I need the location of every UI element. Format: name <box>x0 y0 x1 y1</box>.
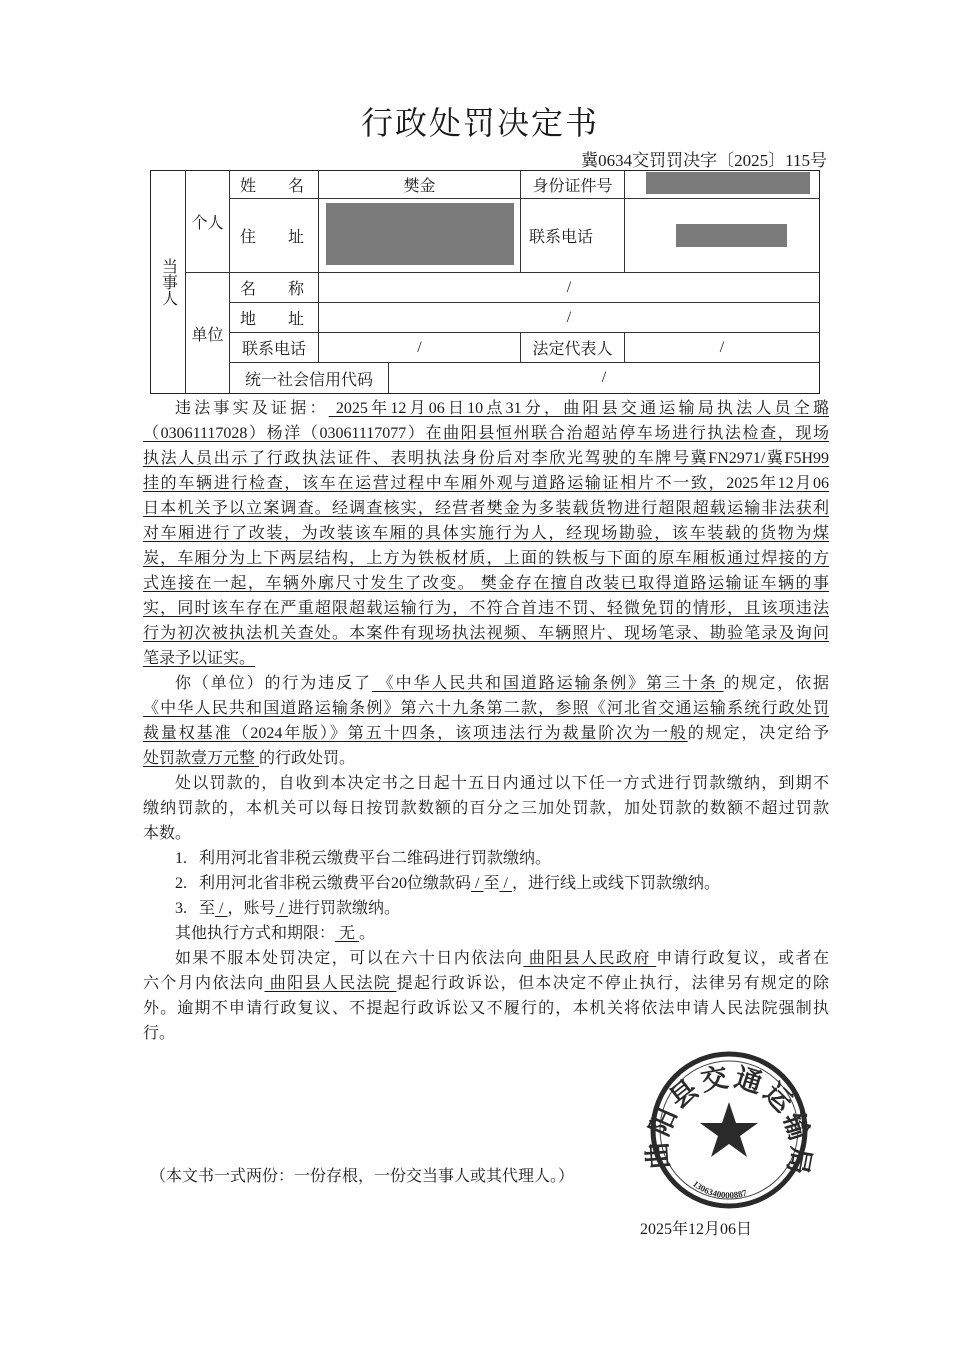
redaction-id <box>646 172 810 194</box>
filled-field: 挂的车辆进行检查，该车在运营过程中车厢外观与道路运输证相片不一致，2025年12月06 <box>143 475 829 492</box>
filled-field: / <box>499 875 512 892</box>
text-line <box>143 621 829 646</box>
label-char: 名 <box>240 281 257 298</box>
unit-name-value: / <box>319 273 819 303</box>
credit-code-label: 统一社会信用代码 <box>230 363 389 393</box>
redaction-address <box>326 203 514 265</box>
text-line <box>143 746 829 771</box>
text-line <box>143 671 829 696</box>
filled-field: 执法人员出示了行政执法证件、表明执法身份后对李欣光驾驶的车牌号冀FN2971/冀F5H99 <box>143 450 829 467</box>
filled-field: 日本机关予以立案调查。经调查核实，经营者樊金为多装载货物进行超限超载运输非法获利 <box>143 500 829 517</box>
label-char: 址 <box>287 229 304 246</box>
text-line <box>143 471 829 496</box>
text: 。 <box>359 925 376 942</box>
seal-code-text: 1306340000887 <box>690 1178 748 1201</box>
name-value: 樊金 <box>319 171 521 199</box>
party-label: 当事人 <box>151 171 186 393</box>
label-char: 地 <box>240 311 257 328</box>
text: 处以罚款的，自收到本决定书之日起十五日内通过以下任一方式进行罚款缴纳，到期不 <box>175 775 829 792</box>
filled-field: 行为初次被执法机关查处。本案件有现场执法视频、车辆照片、现场笔录、勘验笔录及询问 <box>143 625 829 642</box>
text-line <box>143 871 829 896</box>
filled-field: / <box>275 900 288 917</box>
text: 六个月内依法向 <box>143 975 265 992</box>
text: 违法事实及证据： <box>175 400 329 417</box>
text-line <box>143 646 829 671</box>
text: 2. 利用河北省非税云缴费平台20位缴款码 <box>175 875 472 892</box>
text-line <box>143 921 829 946</box>
text: 其他执行方式和期限： <box>175 925 336 942</box>
text-line <box>143 971 829 996</box>
filled-field: 炭，车厢分为上下两层结构，上方为铁板材质，上面的铁板与下面的原车厢板通过焊接的方 <box>143 550 829 567</box>
filled-field: 对车厢进行了改装，为改装该车厢的具体实施行为人，经现场勘验，该车装载的货物为煤 <box>143 525 829 542</box>
unit-phone-label: 联系电话 <box>230 333 319 363</box>
text: ，账号 <box>227 900 276 917</box>
text-line <box>143 696 829 721</box>
text-line <box>143 596 829 621</box>
unit-name-label <box>230 273 319 303</box>
individual-label: 个人 <box>186 171 230 273</box>
legal-rep-label: 法定代表人 <box>521 333 625 363</box>
official-seal <box>640 1050 818 1210</box>
text-line <box>143 796 829 821</box>
text-line <box>143 396 829 421</box>
text-line <box>143 546 829 571</box>
text: 如果不服本处罚决定，可以在六十日内依法向 <box>175 950 524 967</box>
text: 的行政处罚。 <box>259 750 356 767</box>
decision-date: 2025年12月06日 <box>640 1221 753 1238</box>
text-line <box>143 771 829 796</box>
label-char: 址 <box>287 311 304 328</box>
text: 本数。 <box>143 825 192 842</box>
label-char: 姓 <box>240 178 257 195</box>
text-line <box>143 996 829 1021</box>
text-line <box>143 421 829 446</box>
seal-code <box>691 1179 749 1201</box>
phone-label: 联系电话 <box>521 199 625 273</box>
text: 的规定，决定给予 <box>687 725 829 742</box>
redaction-phone <box>676 224 787 247</box>
filled-field: （03061117028）杨洋（03061117077）在曲阳县恒州联合治超站停车场进行执法检查，现场 <box>143 425 829 442</box>
label-char: 称 <box>287 281 304 298</box>
text: 申请行政复议，或者在 <box>656 950 829 967</box>
filled-field: 无 <box>335 925 360 942</box>
text: 外。逾期不申请行政复议、不提起行政诉讼又不履行的，本机关将依法申请人民法院强制执 <box>143 1000 829 1017</box>
name-label <box>230 171 319 199</box>
filled-field: 笔录予以证实。 <box>143 650 256 667</box>
text: 你（单位）的行为违反了 <box>175 675 372 692</box>
text: 至 <box>483 875 500 892</box>
footer-note: （本文书一式两份：一份存根，一份交当事人或其代理人。） <box>150 1168 575 1185</box>
credit-code-value: / <box>601 369 607 386</box>
filled-field: 《中华人民共和国道路运输条例》第三十条 <box>371 675 724 692</box>
filled-field: 裁量权基准（2024年版）》第五十四条，该项违法行为裁量阶次为一般 <box>143 725 688 742</box>
seal-name-text: 曲阳县交通运输局 <box>642 1061 817 1180</box>
text-line <box>143 521 829 546</box>
label-char: 住 <box>240 229 257 246</box>
text: 提起行政诉讼，但本决定不停止执行，法律另有规定的除 <box>396 975 829 992</box>
legal-rep-value: / <box>625 333 819 363</box>
text-line <box>143 821 829 846</box>
label-char: 名 <box>287 178 304 195</box>
filled-field: 曲阳县人民政府 <box>523 950 657 967</box>
unit-phone-value: / <box>319 333 521 363</box>
filled-field: 曲阳县人民法院 <box>264 975 397 992</box>
text-line <box>143 846 829 871</box>
filled-field: / <box>215 900 228 917</box>
text-line <box>143 571 829 596</box>
seal-star-icon <box>700 1102 758 1157</box>
address-label <box>230 199 319 273</box>
text-line <box>143 1021 829 1046</box>
filled-field: 《中华人民共和国道路运输条例》第六十九条第二款，参照《河北省交通运输系统行政处罚 <box>143 700 829 717</box>
text-line <box>143 721 829 746</box>
text: 3. 至 <box>175 900 216 917</box>
text-line <box>143 946 829 971</box>
text: 1. 利用河北省非税云缴费平台二维码进行罚款缴纳。 <box>175 850 552 867</box>
text: ，进行线上或线下罚款缴纳。 <box>511 875 720 892</box>
text-line <box>143 896 829 921</box>
text: 缴纳罚款的，本机关可以每日按罚款数额的百分之三加处罚款，加处罚款的数额不超过罚款 <box>143 800 829 817</box>
document-number: 冀0634交罚罚决字〔2025〕115号 <box>581 151 827 170</box>
filled-field: / <box>471 875 484 892</box>
unit-address-label <box>230 303 319 333</box>
text: 行。 <box>143 1025 176 1042</box>
text: 的规定，依据 <box>723 675 829 692</box>
filled-field: 实，同时该车存在严重超限超载运输行为，不符合首违不罚、轻微免罚的情形，且该项违法 <box>143 600 829 617</box>
filled-field: 式连接在一起，车辆外廓尺寸发生了改变。 樊金存在擅自改装已取得道路运输证车辆的事 <box>143 575 829 592</box>
unit-address-value: / <box>319 303 819 333</box>
text-line <box>143 446 829 471</box>
id-label: 身份证件号 <box>521 171 625 199</box>
decision-body <box>143 396 829 1046</box>
text-line <box>143 496 829 521</box>
unit-label: 单位 <box>186 273 230 393</box>
filled-field: 处罚款壹万元整 <box>143 750 260 767</box>
document-title: 行政处罚决定书 <box>360 104 599 142</box>
text: 进行罚款缴纳。 <box>287 900 400 917</box>
filled-field: 2025年12月06日10点31分，曲阳县交通运输局执法人员仝璐 <box>328 400 829 417</box>
